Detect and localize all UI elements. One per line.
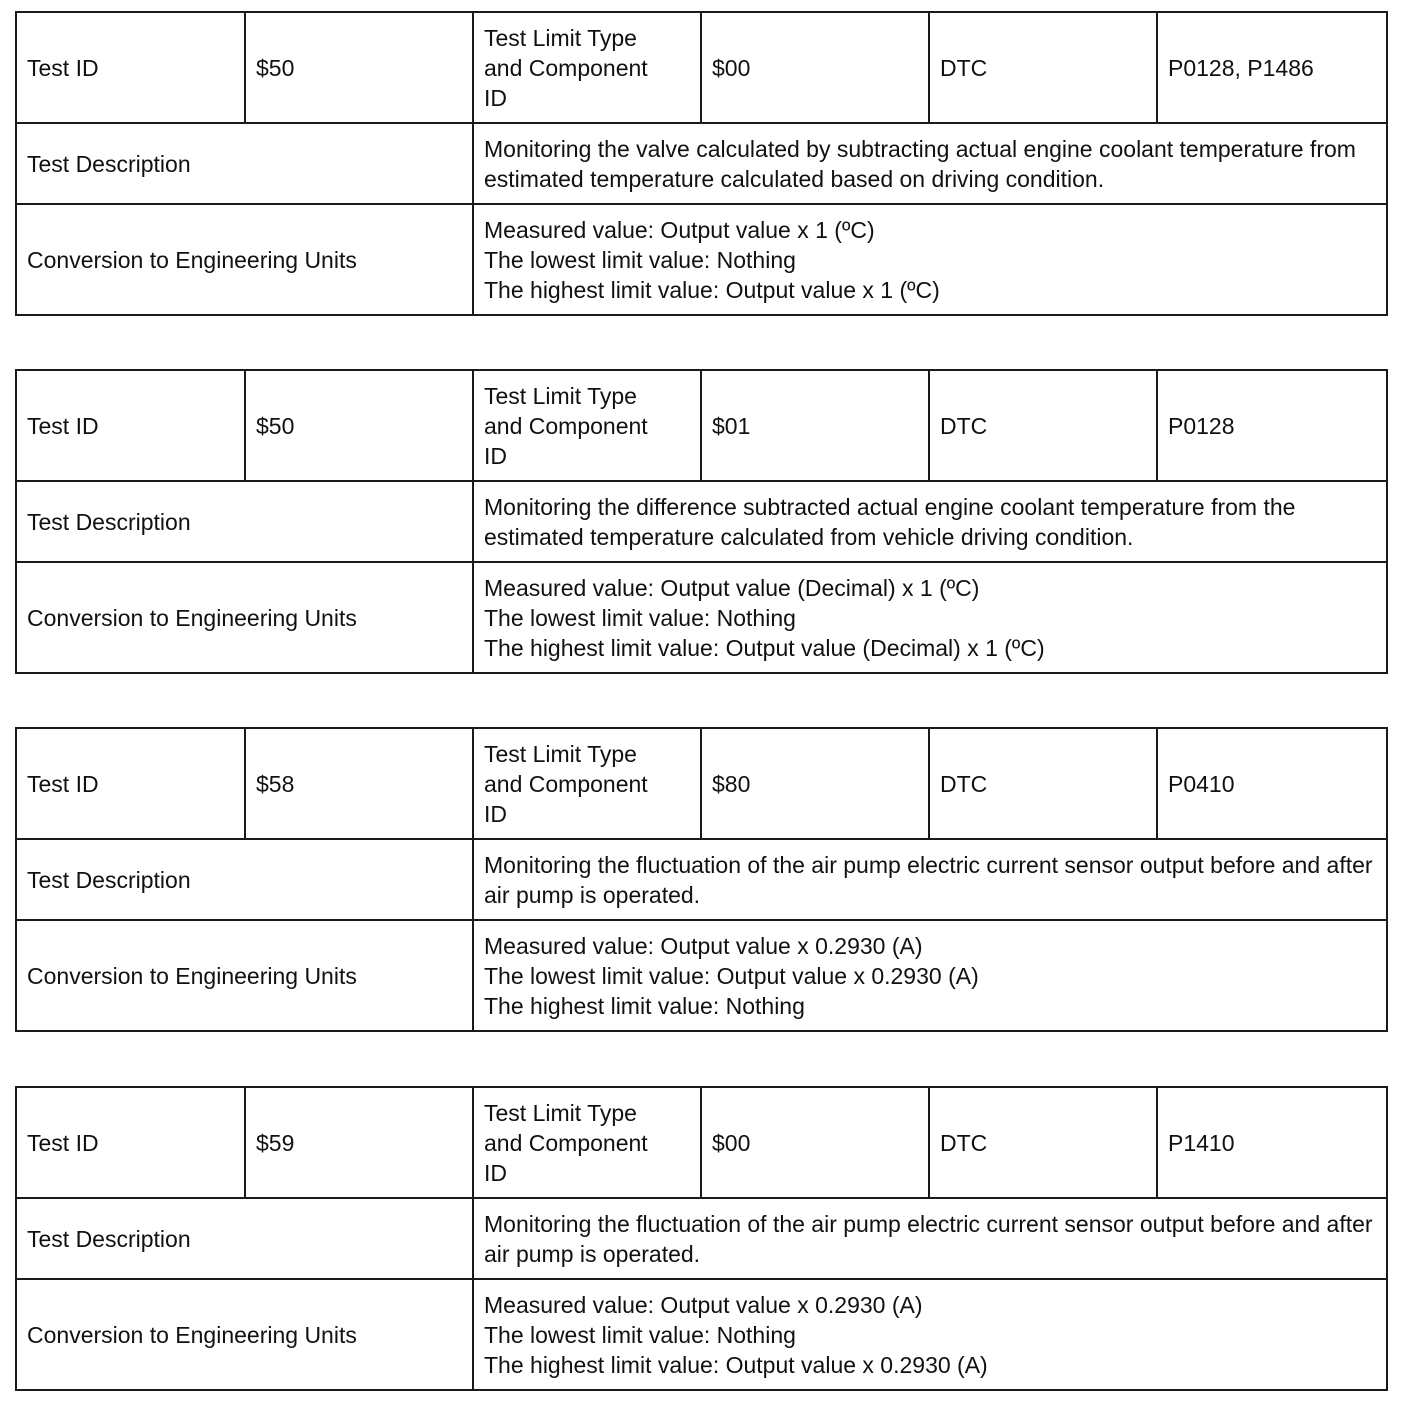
dtc-value: P0128 — [1157, 370, 1387, 481]
test-id-value: $59 — [245, 1087, 473, 1198]
test-table-2 — [15, 369, 1388, 674]
test-id-label: Test ID — [16, 12, 245, 123]
conversion-label: Conversion to Engineering Units — [16, 1279, 473, 1390]
conversion-value — [473, 1279, 1387, 1390]
dtc-value: P0128, P1486 — [1157, 12, 1387, 123]
test-id-value: $50 — [245, 370, 473, 481]
conversion-value — [473, 920, 1387, 1031]
lowest-limit-line: The lowest limit value: Nothing — [484, 246, 796, 273]
test-limit-type-label: Test Limit Type and Component ID — [473, 370, 701, 481]
dtc-value: P1410 — [1157, 1087, 1387, 1198]
test-table-3 — [15, 727, 1388, 1032]
test-limit-type-value: $01 — [701, 370, 929, 481]
test-description-value: Monitoring the difference subtracted actual engine coolant temperature from the estimated temperature calculated from vehicle driving condition. — [473, 481, 1387, 562]
test-table-4 — [15, 1086, 1388, 1391]
test-limit-type-label: Test Limit Type and Component ID — [473, 12, 701, 123]
conversion-label: Conversion to Engineering Units — [16, 920, 473, 1031]
test-limit-type-label: Test Limit Type and Component ID — [473, 1087, 701, 1198]
dtc-value: P0410 — [1157, 728, 1387, 839]
highest-limit-line: The highest limit value: Output value (Decimal) x 1 (ºC) — [484, 634, 1045, 661]
test-description-value: Monitoring the fluctuation of the air pump electric current sensor output before and after air pump is operated. — [473, 839, 1387, 920]
test-id-value: $50 — [245, 12, 473, 123]
test-id-value: $58 — [245, 728, 473, 839]
test-id-label: Test ID — [16, 728, 245, 839]
test-description-label: Test Description — [16, 1198, 473, 1279]
conversion-label: Conversion to Engineering Units — [16, 562, 473, 673]
highest-limit-line: The highest limit value: Output value x 0.2930 (A) — [484, 1351, 988, 1378]
test-description-label: Test Description — [16, 123, 473, 204]
conversion-value — [473, 204, 1387, 315]
dtc-label: DTC — [929, 12, 1157, 123]
conversion-value — [473, 562, 1387, 673]
conversion-label: Conversion to Engineering Units — [16, 204, 473, 315]
test-limit-type-value: $80 — [701, 728, 929, 839]
measured-value-line: Measured value: Output value x 1 (ºC) — [484, 216, 875, 243]
lowest-limit-line: The lowest limit value: Output value x 0.2930 (A) — [484, 962, 979, 989]
test-limit-type-value: $00 — [701, 12, 929, 123]
test-description-value: Monitoring the fluctuation of the air pump electric current sensor output before and after air pump is operated. — [473, 1198, 1387, 1279]
highest-limit-line: The highest limit value: Output value x 1 (ºC) — [484, 276, 940, 303]
test-id-label: Test ID — [16, 370, 245, 481]
dtc-label: DTC — [929, 1087, 1157, 1198]
test-description-label: Test Description — [16, 481, 473, 562]
test-limit-type-value: $00 — [701, 1087, 929, 1198]
lowest-limit-line: The lowest limit value: Nothing — [484, 604, 796, 631]
measured-value-line: Measured value: Output value (Decimal) x 1 (ºC) — [484, 574, 980, 601]
test-id-label: Test ID — [16, 1087, 245, 1198]
test-limit-type-label: Test Limit Type and Component ID — [473, 728, 701, 839]
lowest-limit-line: The lowest limit value: Nothing — [484, 1321, 796, 1348]
highest-limit-line: The highest limit value: Nothing — [484, 992, 805, 1019]
measured-value-line: Measured value: Output value x 0.2930 (A) — [484, 932, 923, 959]
test-description-label: Test Description — [16, 839, 473, 920]
dtc-label: DTC — [929, 370, 1157, 481]
test-table-1 — [15, 11, 1388, 316]
dtc-label: DTC — [929, 728, 1157, 839]
test-description-value: Monitoring the valve calculated by subtracting actual engine coolant temperature from estimated temperature calculated based on driving condition. — [473, 123, 1387, 204]
measured-value-line: Measured value: Output value x 0.2930 (A) — [484, 1291, 923, 1318]
